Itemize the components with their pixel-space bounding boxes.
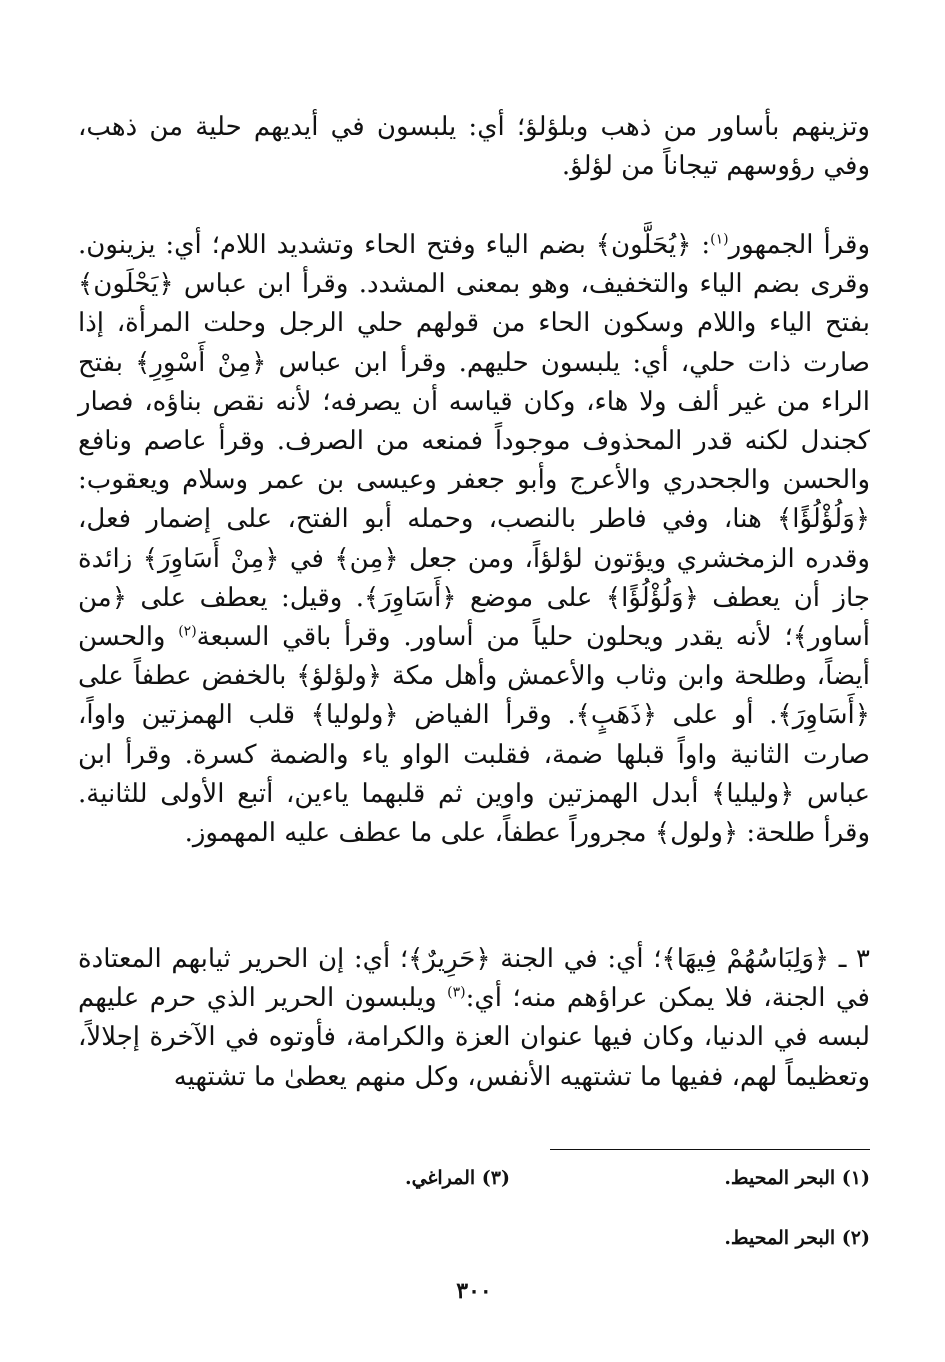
document-page	[78, 108, 870, 1328]
footnote-3: (٣) المراغي.	[404, 1167, 510, 1189]
paragraph-intro	[78, 108, 870, 186]
paragraph-readings-text-a: وقرأ الجمهور	[728, 230, 871, 260]
paragraph-readings	[78, 226, 870, 853]
footnote-divider	[550, 1149, 870, 1150]
paragraph-silk	[78, 940, 870, 1097]
footnote-ref-2: (٢)	[178, 623, 197, 640]
paragraph-intro-text: وتزينهم بأساور من ذهب وبلؤلؤ؛ أي: يلبسون في أيديهم حلية من ذهب، وفي رؤوسهم تيجاناً من لؤلؤ.	[78, 112, 870, 182]
footnote-1: (١) البحر المحيط.	[724, 1167, 870, 1189]
footnote-ref-3: (٣)	[447, 984, 466, 1001]
footnote-ref-1: (١)	[710, 231, 729, 248]
paragraph-readings-text-b: : ﴿يُحَلَّون﴾ بضم الياء وفتح الحاء وتشديد اللام؛ أي: يزينون. وقرى بضم الياء والتخفيف، وهو بمعنى المشدد. وقرأ ابن عباس ﴿يَحْلَون﴾ بفتح الياء واللام وسكون الحاء من قولهم حلي الرجل وحلت المرأة، إذا صارت ذات حلي، أي: يلبسون حليهم. وقرأ ابن عباس ﴿مِنْ أَسْوِرِ﴾ بفتح الراء من غير ألف ولا هاء، وكان قياسه أن يصرفه؛ لأنه نقص بناؤه، فصار كجندل لكنه قدر المحذوف موجوداً فمنعه من الصرف. وقرأ عاصم ونافع والحسن والجحدري والأعرج وأبو جعفر وعيسى بن عمر وسلام ويعقوب: ﴿وَلُؤْلُؤًا﴾ هنا، وفي فاطر بالنصب، وحمله أبو الفتح، على إضمار فعل، وقدره الزمخشري ويؤتون لؤلؤاً، ومن جعل ﴿مِن﴾ في ﴿مِنْ أَسَاوِرَ﴾ زائدة جاز أن يعطف ﴿وَلُؤْلُؤًا﴾ على موضع ﴿أَسَاوِرَ﴾. وقيل: يعطف على ﴿من أساور﴾؛ لأنه يقدر ويحلون حلياً من أساور. وقرأ باقي السبعة	[78, 230, 871, 653]
page-number: ٣٠٠	[456, 1278, 492, 1304]
footnote-2: (٢) البحر المحيط.	[724, 1227, 870, 1249]
paragraph-silk-text-a: ٣ ـ ﴿وَلِبَاسُهُمْ فِيهَا﴾؛ أي: في الجنة ﴿حَرِيرٌ﴾؛ أي: إن الحرير ثيابهم المعتادة في الجنة، فلا يمكن عراؤهم منه؛ أي:	[78, 944, 870, 1014]
paragraph-silk-text-b: ويلبسون الحرير الذي حرم عليهم لبسه في الدنيا، وكان فيها عنوان العزة والكرامة، فأوتوه في الآخرة إجلالاً، وتعظيماً لهم، ففيها ما تشتهيه الأنفس، وكل منهم يعطىٰ ما تشتهيه	[78, 983, 870, 1092]
paragraph-readings-text-c: والحسن أيضاً، وطلحة وابن وثاب والأعمش وأهل مكة ﴿ولؤلؤ﴾ بالخفض عطفاً على ﴿أَسَاوِرَ﴾. أو على ﴿ذَهَبٍ﴾. وقرأ الفياض ﴿ولوليا﴾ قلب الهمزتين واواً، صارت الثانية واواً قبلها ضمة، فقلبت الواو ياء والضمة كسرة. وقرأ ابن عباس ﴿وليليا﴾ أبدل الهمزتين واوين ثم قلبهما ياءين، أتبع الأولى للثانية. وقرأ طلحة: ﴿ولول﴾ مجروراً عطفاً، على ما عطف عليه المهموز.	[78, 622, 870, 849]
